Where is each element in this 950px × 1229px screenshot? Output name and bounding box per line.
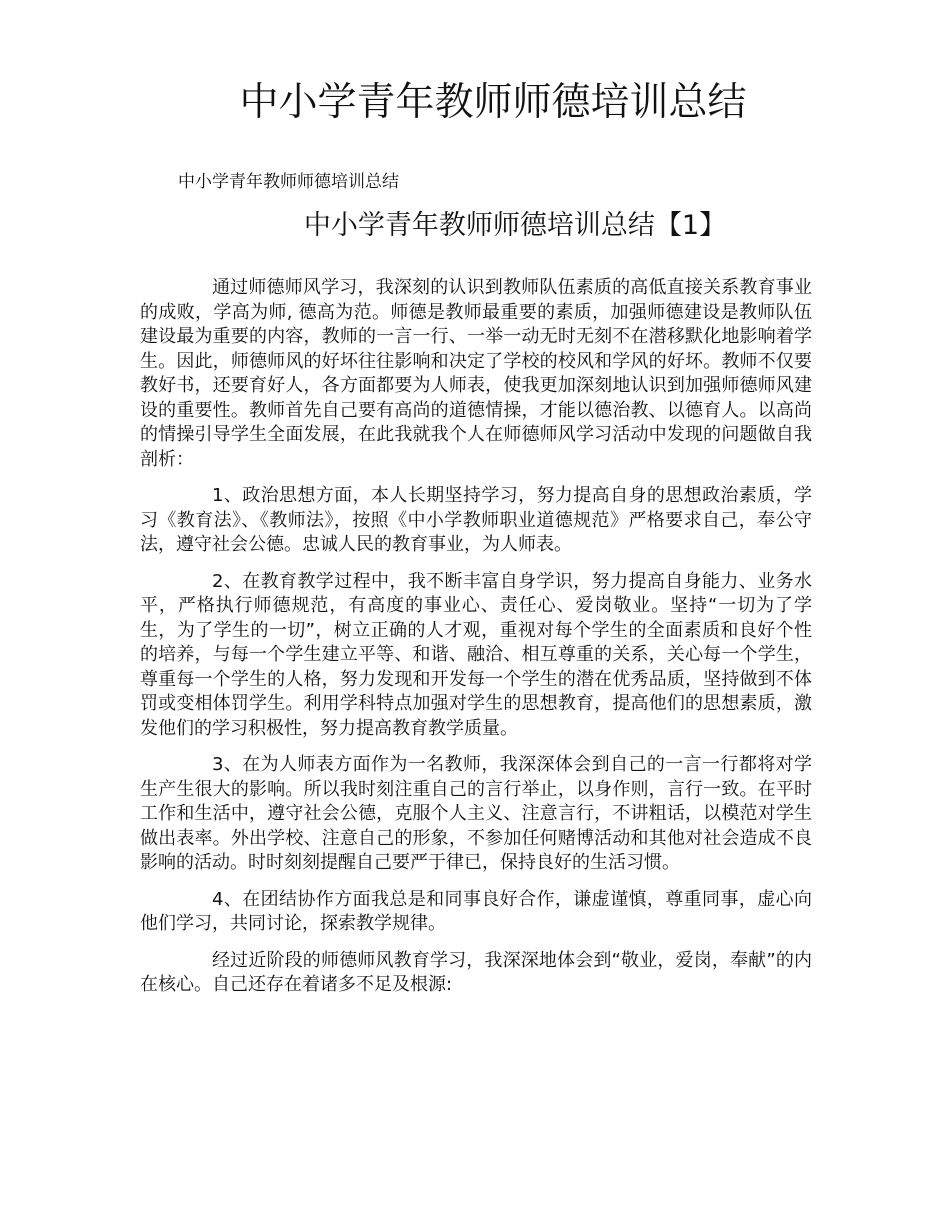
paragraph-item-4: 4、在团结协作方面我总是和同事良好合作，谦虚谨慎，尊重同事，虚心向他们学习，共同讨论，探索教学规律。 bbox=[140, 888, 812, 934]
paragraph-item-3: 3、在为人师表方面作为一名教师，我深深体会到自己的一言一行都将对学生产生很大的影响。所以我时刻注重自己的言行举止，以身作则，言行一致。在平时工作和生活中，遵守社会公德，克服个人主义、注意言行，不讲粗话，以模范对学生做出表率。外出学校、注意自己的形象，不参加任何赌博活动和其他对社会造成不良影响的活动。时时刻刻提醒自己要严于律已，保持良好的生活习惯。 bbox=[140, 754, 812, 873]
document-body bbox=[140, 276, 812, 1010]
section-title: 中小学青年教师师德培训总结【1】 bbox=[303, 210, 727, 241]
paragraph-item-2: 2、在教育教学过程中，我不断丰富自身学识，努力提高自身能力、业务水平，严格执行师德规范，有高度的事业心、责任心、爱岗敬业。坚持“一切为了学生，为了学生的一切”，树立正确的人才观，重视对每个学生的全面素质和良好个性的培养，与每一个学生建立平等、和谐、融洽、相互尊重的关系，关心每一个学生，尊重每一个学生的人格，努力发现和开发每一个学生的潜在优秀品质，坚持做到不体罚或变相体罚学生。利用学科特点加强对学生的思想教育，提高他们的思想素质，激发他们的学习积极性，努力提高教育教学质量。 bbox=[140, 570, 812, 739]
document-subtitle: 中小学青年教师师德培训总结 bbox=[178, 172, 399, 192]
paragraph-item-1: 1、政治思想方面，本人长期坚持学习，努力提高自身的思想政治素质，学习《教育法》、《教师法》，按照《中小学教师职业道德规范》严格要求自己，奉公守法，遵守社会公德。忠诚人民的教育事业，为人师表。 bbox=[140, 485, 812, 555]
paragraph-conclusion: 经过近阶段的师德师风教育学习，我深深地体会到“敬业，爱岗，奉献”的内在核心。自己还存在着诸多不足及根源: bbox=[140, 949, 812, 995]
document-title: 中小学青年教师师德培训总结 bbox=[239, 80, 747, 125]
paragraph-intro: 通过师德师风学习，我深刻的认识到教师队伍素质的高低直接关系教育事业的成败，学高为师, 德高为范。师德是教师最重要的素质，加强师德建设是教师队伍建设最为重要的内容，教师的一言一行、一举一动无时无刻不在潜移默化地影响着学生。因此，师德师风的好坏往往影响和决定了学校的校风和学风的好坏。教师不仅要教好书，还要育好人，各方面都要为人师表，使我更加深刻地认识到加强师德师风建设的重要性。教师首先自己要有高尚的道德情操，才能以德治教、以德育人。以高尚的情操引导学生全面发展，在此我就我个人在师德师风学习活动中发现的问题做自我剖析： bbox=[140, 277, 812, 470]
